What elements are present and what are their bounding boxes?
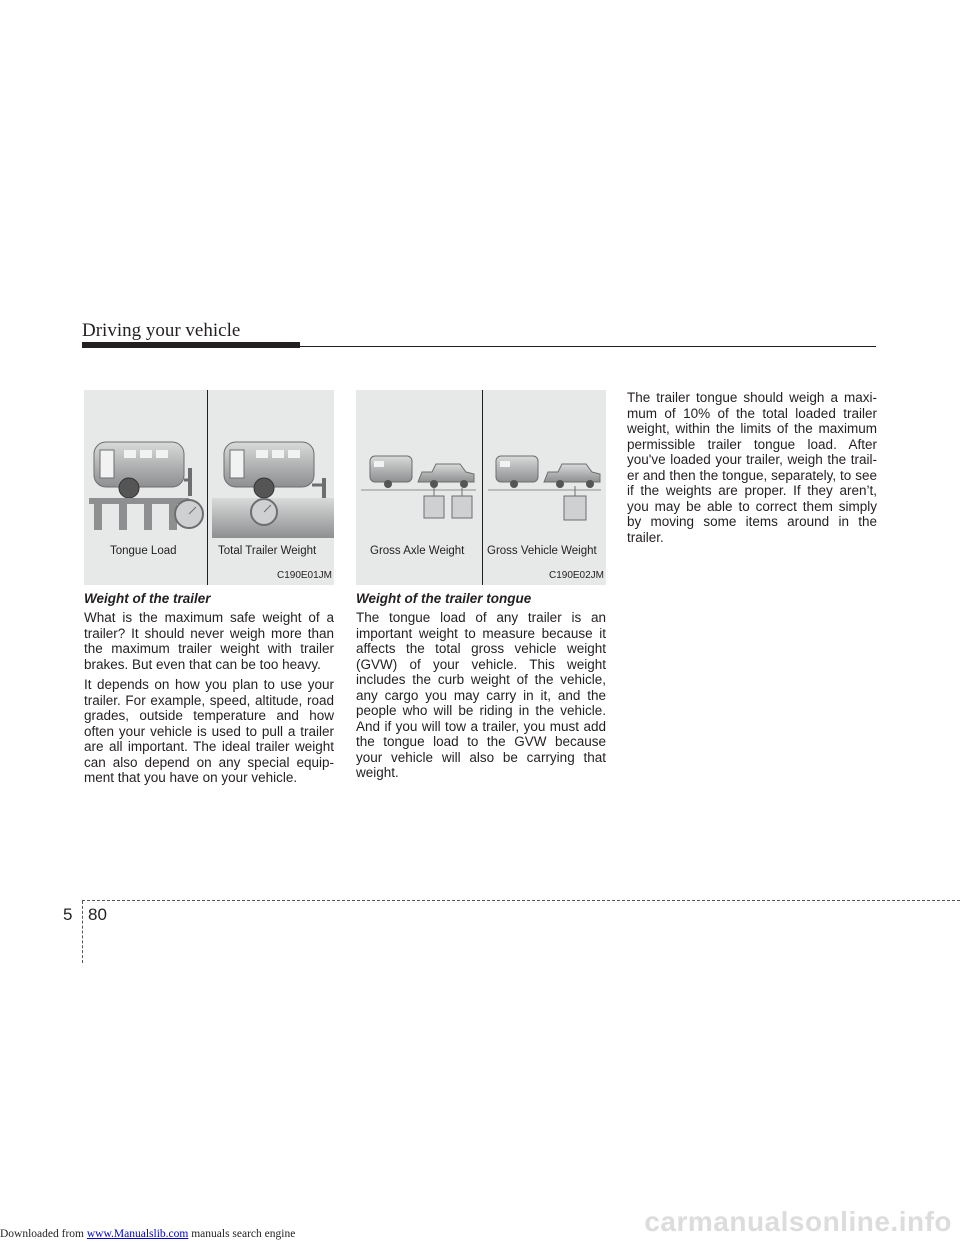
watermark: carmanualsonline.info xyxy=(644,1206,952,1237)
download-suffix: manuals search engine xyxy=(188,1228,296,1240)
footer-dashed-divider xyxy=(82,901,83,963)
figure-divider xyxy=(207,390,208,585)
paragraph: What is the maximum safe weight of a trailer? It should never weigh more than the maximum trailer weight with trailer brakes. But even that can be too heavy. xyxy=(84,610,334,672)
figure-divider xyxy=(482,390,483,585)
figure-code: C190E01JM xyxy=(276,570,332,581)
figure-vehicle-weight xyxy=(356,390,606,585)
download-prefix: Downloaded from xyxy=(0,1228,87,1240)
heading-weight-of-trailer-tongue: Weight of the trailer tongue xyxy=(356,591,532,606)
paragraph: The trailer tongue should weigh a maxi-mum of 10% of the total loaded trailer weight, within the limits of the maximum permissible trailer tongue load. After you've loaded your trailer, weigh the trail-er and then the tongue, separately, to see if the weights are proper. If they aren’t, you may be able to correct them simply by moving some items around in the trailer. xyxy=(627,390,877,545)
label-tongue-load: Tongue Load xyxy=(110,545,177,557)
figure-code: C190E02JM xyxy=(548,570,604,581)
chapter-number: 5 xyxy=(63,905,73,924)
label-gross-vehicle-weight: Gross Vehicle Weight xyxy=(487,545,597,557)
paragraph: It depends on how you plan to use your trailer. For example, speed, altitude, road grades, outside temperature and how often your vehicle is used to pull a trailer are all important. The ideal trailer weight can also depend on any special equip-ment that you have on your vehicle. xyxy=(84,677,334,785)
download-notice xyxy=(0,1228,295,1240)
label-gross-axle-weight: Gross Axle Weight xyxy=(370,545,465,557)
column-3 xyxy=(627,390,877,545)
paragraph: The tongue load of any trailer is an important weight to measure because it affects the total gross vehicle weight (GVW) of your vehicle. This weight includes the curb weight of the vehicle, any cargo you may carry in it, and the people who will be riding in the vehicle. And if you will tow a trailer, you must add the tongue load to the GVW because your vehicle will also be carrying that weight. xyxy=(356,610,606,780)
figure-trailer-weight xyxy=(84,390,334,585)
label-total-trailer-weight: Total Trailer Weight xyxy=(218,545,317,557)
column-1 xyxy=(84,591,334,786)
heading-weight-of-trailer: Weight of the trailer xyxy=(84,591,211,606)
footer-dashed-rule xyxy=(82,900,960,901)
page-number: 80 xyxy=(88,905,107,924)
manualslib-link[interactable]: www.Manualslib.com xyxy=(86,1228,189,1240)
header-rule xyxy=(82,346,876,347)
section-title: Driving your vehicle xyxy=(82,320,241,341)
column-2 xyxy=(356,591,606,781)
header-accent-bar xyxy=(82,342,300,348)
